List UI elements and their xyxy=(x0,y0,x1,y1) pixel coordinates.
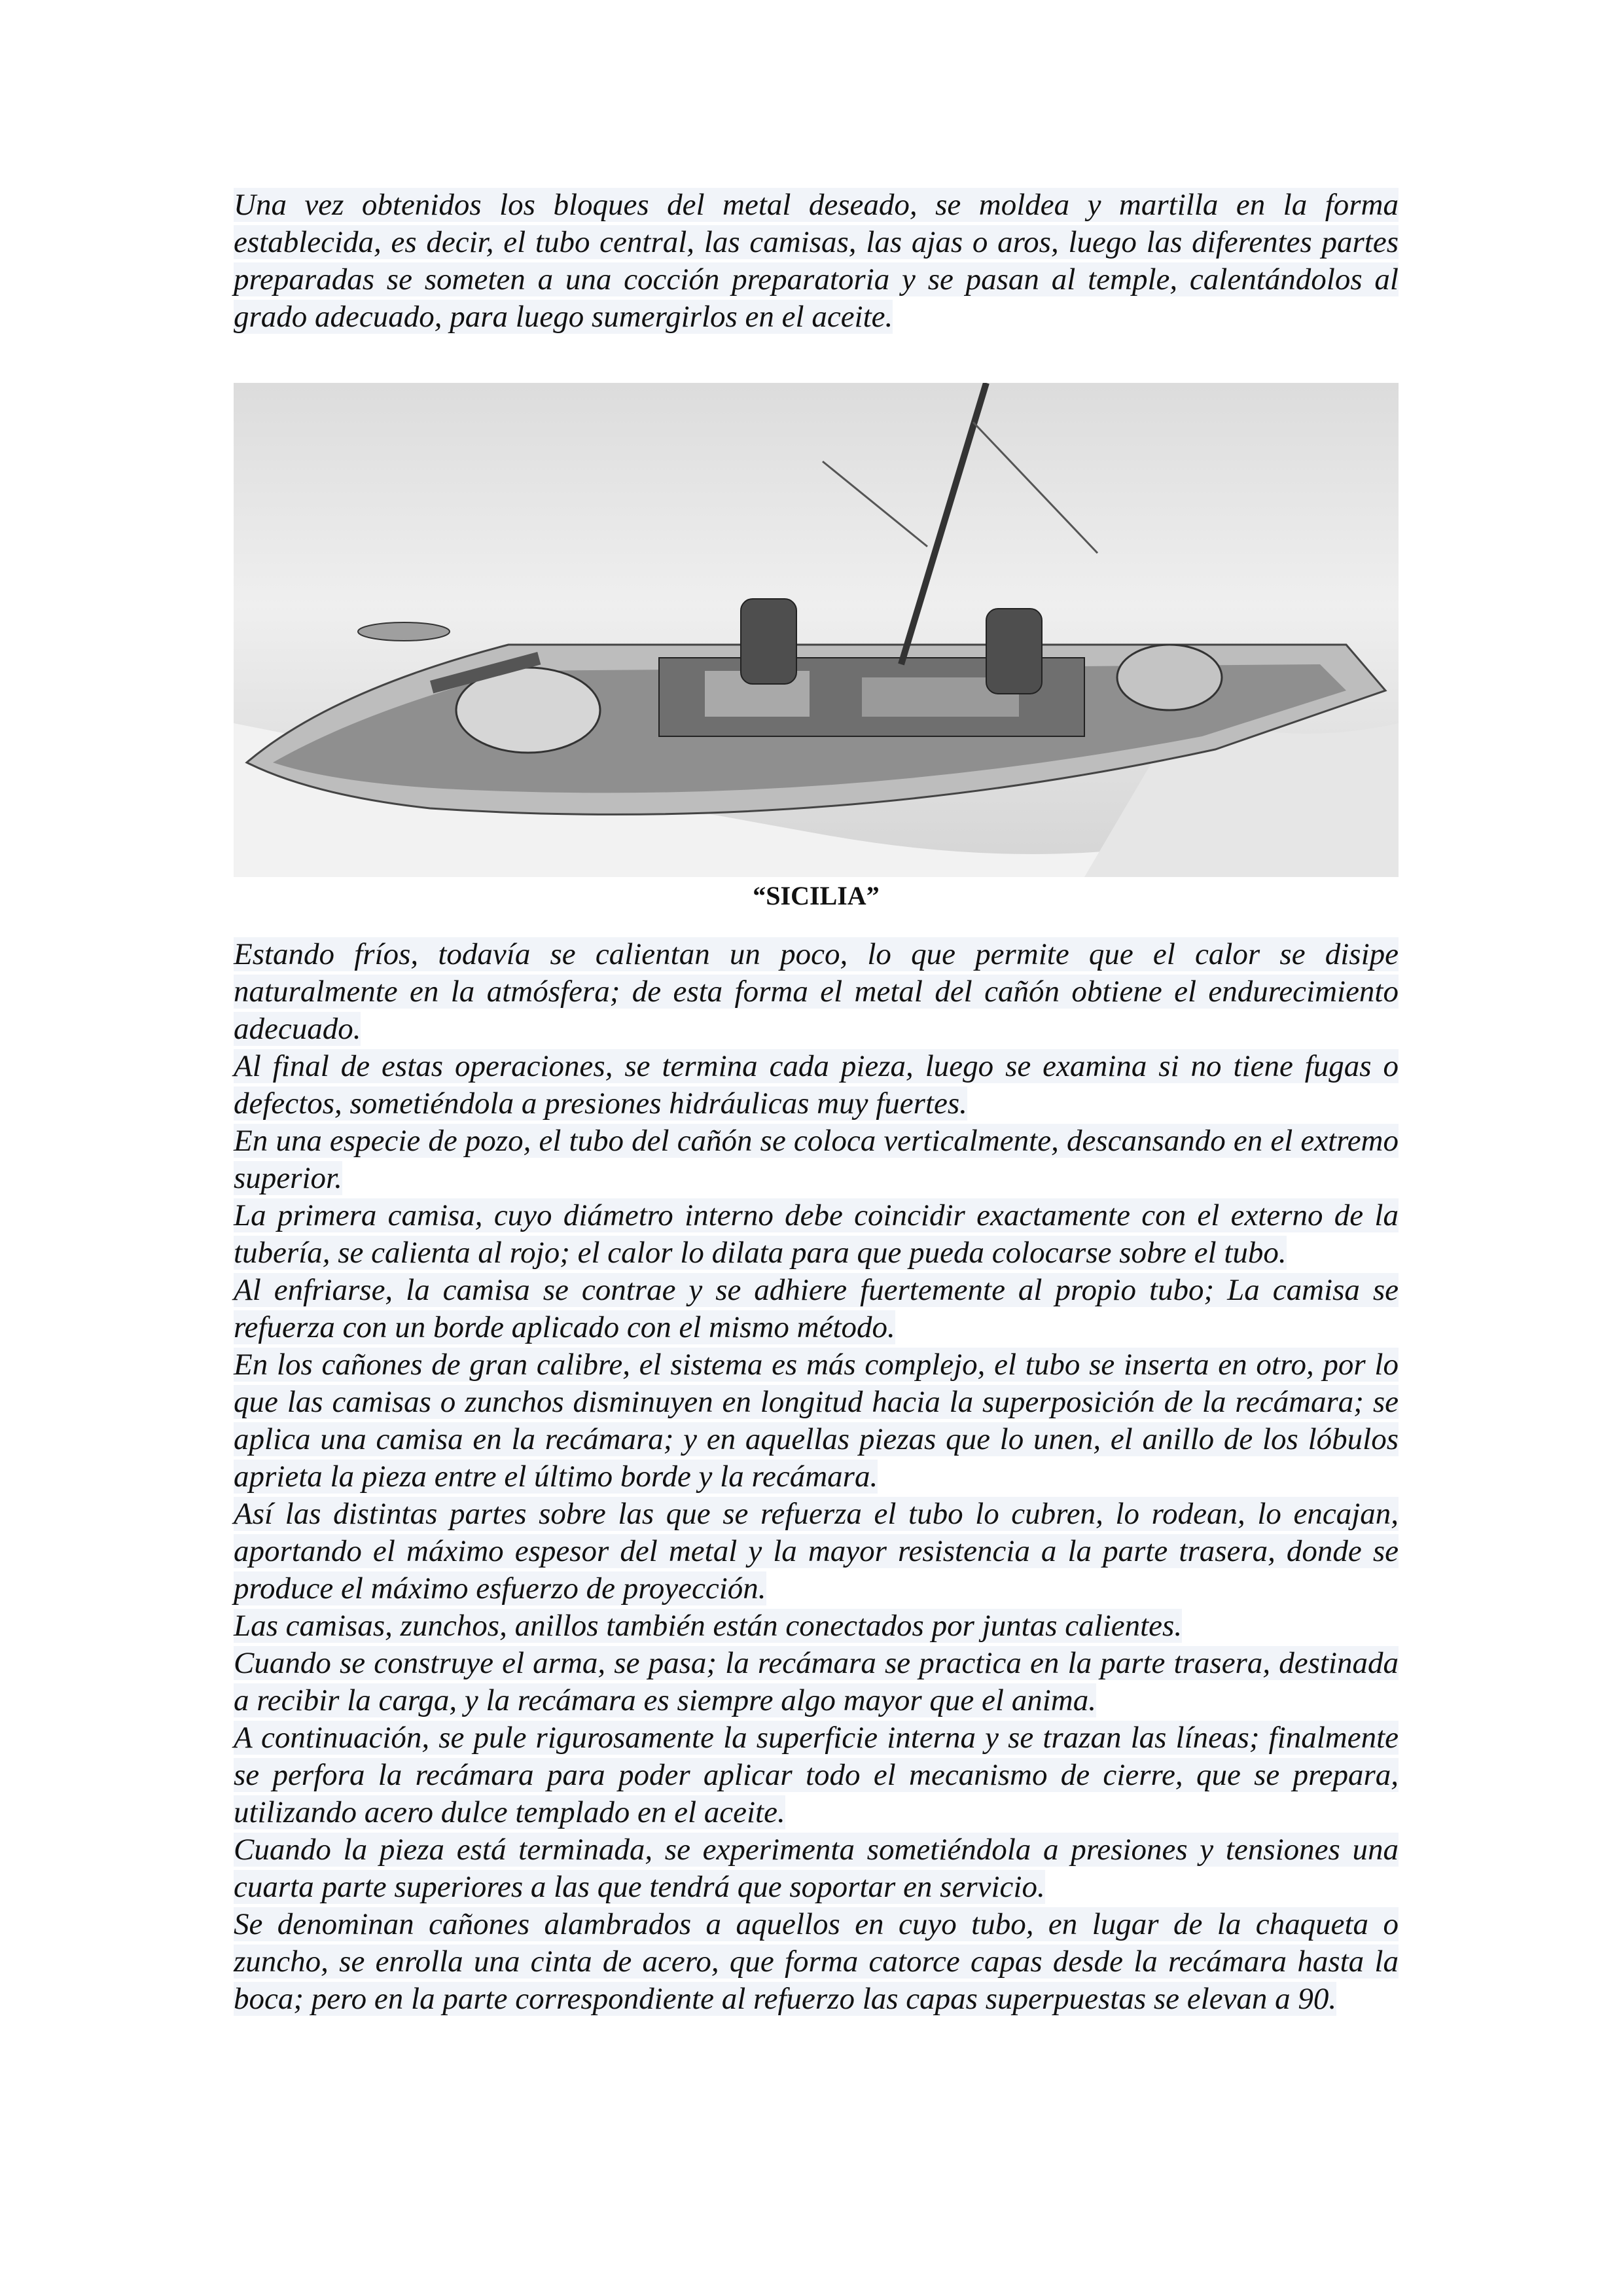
intro-text: Una vez obtenidos los bloques del metal deseado, se moldea y martilla en la forma establecida, es decir, el tubo central, las camisas, las ajas o aros, luego las diferentes partes preparadas se someten a una cocción preparatoria y se pasan al temple, calentándolos al grado adecuado, para luego sumergirlos en el aceite. xyxy=(234,188,1399,334)
battleship-illustration xyxy=(234,383,1399,877)
paragraph: Las camisas, zunchos, anillos también están conectados por juntas calientes. xyxy=(234,1609,1183,1643)
paragraph: En los cañones de gran calibre, el sistema es más complejo, el tubo se inserta en otro, por lo que las camisas o zunchos disminuyen en longitud hacia la superposición de la recámara; se aplica una camisa en la recámara; y en aquellas piezas que lo unen, el anillo de los lóbulos aprieta la pieza entre el último borde y la recámara. xyxy=(234,1348,1399,1494)
paragraph: Cuando la pieza está terminada, se experimenta sometiéndola a presiones y tensiones una cuarta parte superiores a las que tendrá que soportar en servicio. xyxy=(234,1833,1399,1904)
paragraph: A continuación, se pule rigurosamente la superficie interna y se trazan las líneas; finalmente se perfora la recámara para poder aplicar todo el mecanismo de cierre, que se prepara, utilizando acero dulce templado en el aceite. xyxy=(234,1721,1399,1829)
paragraph: Al enfriarse, la camisa se contrae y se adhiere fuertemente al propio tubo; La camisa se refuerza con un borde aplicado con el mismo método. xyxy=(234,1273,1399,1344)
intro-paragraph xyxy=(234,187,1399,336)
paragraph: En una especie de pozo, el tubo del cañón se coloca verticalmente, descansando en el extremo superior. xyxy=(234,1124,1399,1195)
battleship-photo xyxy=(234,383,1399,877)
paragraph: Así las distintas partes sobre las que se refuerza el tubo lo cubren, lo rodean, lo encajan, aportando el máximo espesor del metal y la mayor resistencia a la parte trasera, donde se produce el máximo esfuerzo de proyección. xyxy=(234,1497,1399,1605)
figure-caption: “SICILIA” xyxy=(753,881,880,910)
paragraph: Estando fríos, todavía se calientan un poco, lo que permite que el calor se disipe naturalmente en la atmósfera; de esta forma el metal del cañón obtiene el endurecimiento adecuado. xyxy=(234,937,1399,1046)
body-text xyxy=(234,936,1399,2018)
paragraph: Cuando se construye el arma, se pasa; la recámara se practica en la parte trasera, destinada a recibir la carga, y la recámara es siempre algo mayor que el anima. xyxy=(234,1646,1399,1717)
paragraph: La primera camisa, cuyo diámetro interno debe coincidir exactamente con el externo de la tubería, se calienta al rojo; el calor lo dilata para que pueda colocarse sobre el tubo. xyxy=(234,1198,1399,1270)
paragraph: Al final de estas operaciones, se termina cada pieza, luego se examina si no tiene fugas o defectos, sometiéndola a presiones hidráulicas muy fuertes. xyxy=(234,1049,1399,1121)
paragraph: Se denominan cañones alambrados a aquellos en cuyo tubo, en lugar de la chaqueta o zuncho, se enrolla una cinta de acero, que forma catorce capas desde la recámara hasta la boca; pero en la parte correspondiente al refuerzo las capas superpuestas se elevan a 90. xyxy=(234,1907,1399,2016)
